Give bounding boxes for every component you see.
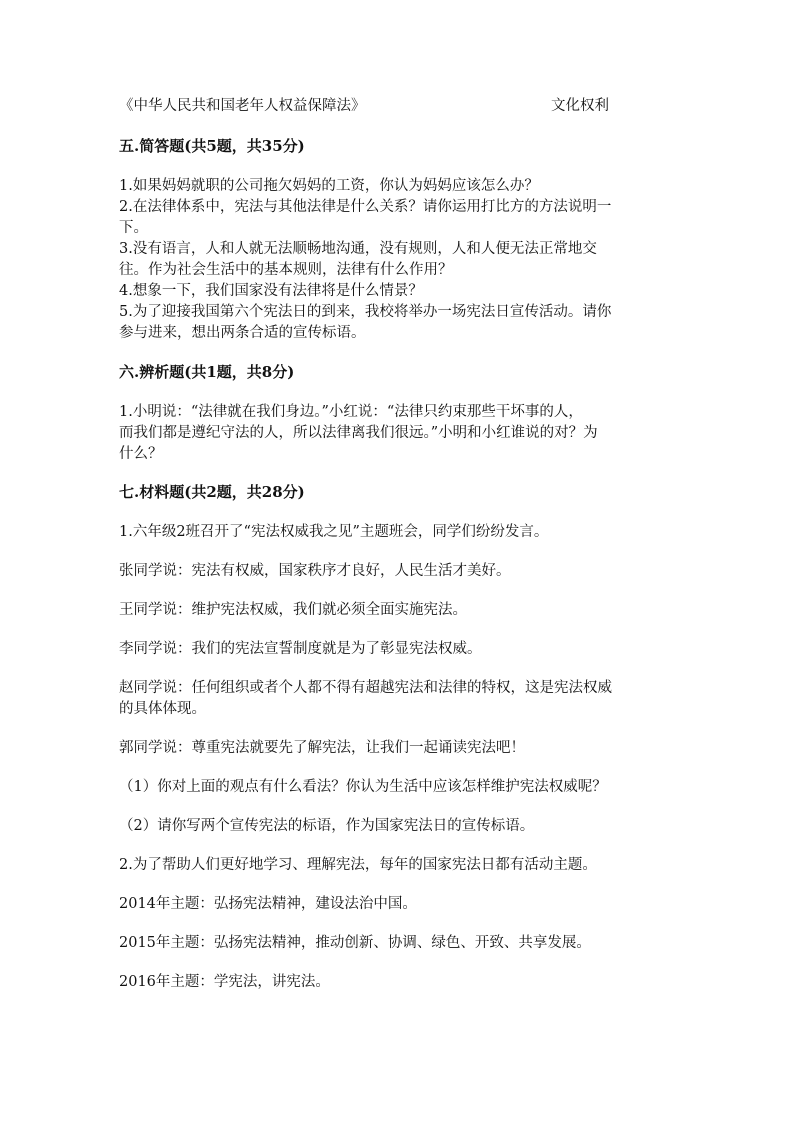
theme-2015: 2015年主题：弘扬宪法精神，推动创新、协调、绿色、开致、共享发展。 [119, 935, 591, 951]
q6-line-3: 什么？ [119, 446, 163, 462]
section-6-title: 六.辨析题(共1题，共8分) [119, 363, 295, 381]
q5-line-8: 参与进来，想出两条合适的宣传标语。 [119, 325, 366, 341]
q5-line-2: 2.在法律体系中，宪法与其他法律是什么关系？请你运用打比方的方法说明一 [119, 199, 612, 215]
q6-line-1: 1.小明说：“法律就在我们身边。”小红说：“法律只约束那些干坏事的人， [119, 404, 583, 420]
section-7-title: 七.材料题(共2题，共28分) [119, 483, 305, 501]
q7-1-intro: 1.六年级2班召开了“宪法权威我之见”主题班会，同学们纷纷发言。 [119, 524, 549, 540]
section-5-title: 五.简答题(共5题，共35分) [119, 137, 305, 155]
zhao-statement-2: 的具体体现。 [119, 701, 206, 717]
law-name: 《中华人民共和国老年人权益保障法》 [119, 98, 366, 114]
q7-2-intro: 2.为了帮助人们更好地学习、理解宪法，每年的国家宪法日都有活动主题。 [119, 857, 597, 873]
q5-line-6: 4.想象一下，我们国家没有法律将是什么情景？ [119, 283, 423, 299]
guo-statement: 郭同学说：尊重宪法就要先了解宪法，让我们一起诵读宪法吧！ [119, 740, 525, 756]
theme-2014: 2014年主题：弘扬宪法精神，建设法治中国。 [119, 896, 417, 912]
law-item-row [119, 96, 609, 117]
q6-line-2: 而我们都是遵纪守法的人，所以法律离我们很远。”小明和小红谁说的对？为 [119, 425, 598, 441]
zhao-statement-1: 赵同学说：任何组织或者个人都不得有超越宪法和法律的特权，这是宪法权威 [119, 680, 612, 696]
sub-question-2: （2）请你写两个宣传宪法的标语，作为国家宪法日的宣传标语。 [119, 818, 535, 834]
li-statement: 李同学说：我们的宪法宣誓制度就是为了彰显宪法权威。 [119, 641, 482, 657]
q5-line-5: 往。作为社会生活中的基本规则，法律有什么作用？ [119, 262, 453, 278]
q5-line-7: 5.为了迎接我国第六个宪法日的到来，我校将举办一场宪法日宣传活动。请你 [119, 304, 612, 320]
q5-line-4: 3.没有语言，人和人就无法顺畅地沟通，没有规则，人和人便无法正常地交 [119, 241, 597, 257]
law-category: 文化权利 [551, 98, 609, 114]
q5-line-3: 下。 [119, 220, 148, 236]
sub-question-1: （1）你对上面的观点有什么看法？你认为生活中应该怎样维护宪法权威呢？ [119, 779, 607, 795]
zhang-statement: 张同学说：宪法有权威，国家秩序才良好，人民生活才美好。 [119, 563, 511, 579]
wang-statement: 王同学说：维护宪法权威，我们就必须全面实施宪法。 [119, 602, 467, 618]
theme-2016: 2016年主题：学宪法，讲宪法。 [119, 974, 330, 990]
q5-line-1: 1.如果妈妈就职的公司拖欠妈妈的工资，你认为妈妈应该怎么办？ [119, 178, 539, 194]
